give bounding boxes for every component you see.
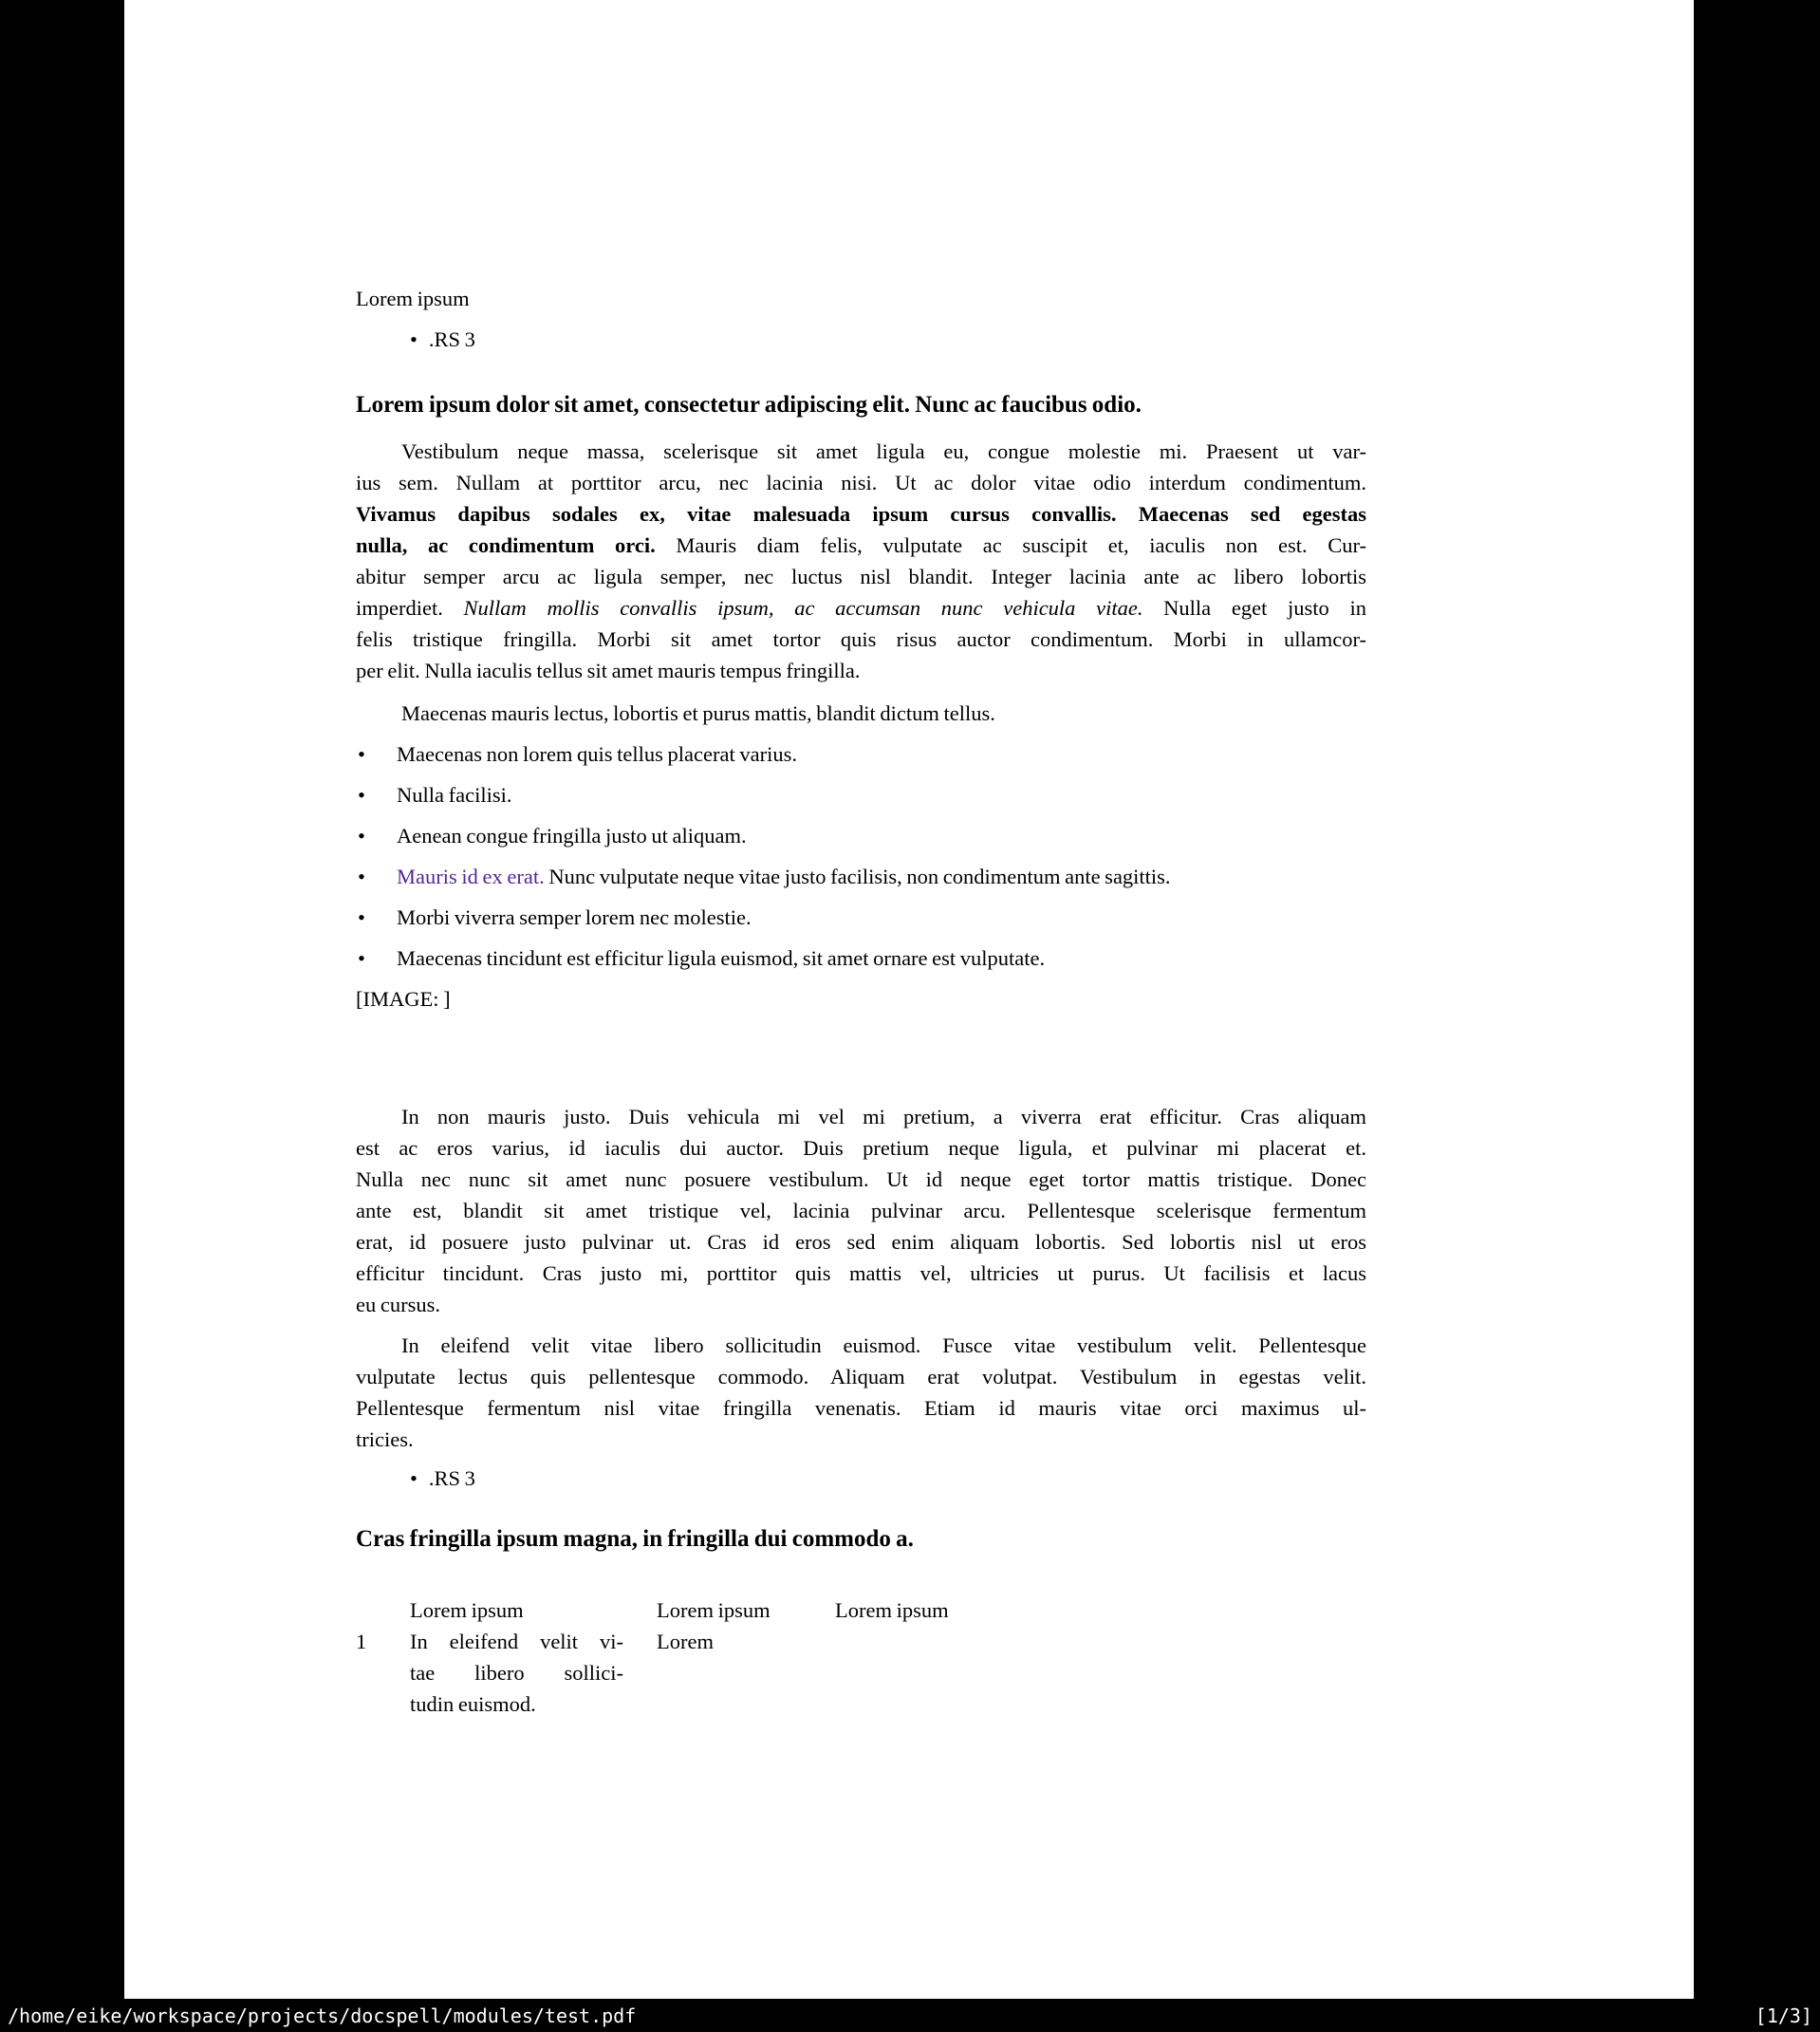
data-table	[356, 1594, 1366, 1720]
text-line: In eleifend velit vitae libero sollicitudin euismod. Fusce vitae vestibulum velit. Pellentesque	[401, 1333, 1366, 1357]
image-placeholder: [IMAGE: ]	[356, 987, 451, 1011]
statusbar-page-indicator: [1/3]	[1755, 2004, 1812, 2027]
paragraph-4	[356, 1330, 1366, 1455]
paragraph-2	[356, 698, 1366, 729]
statusbar-filepath: /home/eike/workspace/projects/docspell/modules/test.pdf	[8, 2004, 637, 2027]
table-header-col2: Lorem ipsum	[657, 1598, 771, 1622]
list-item: • Maecenas non lorem quis tellus placerat varius.	[356, 738, 1366, 770]
table-row	[356, 1626, 1366, 1720]
pdf-page	[124, 0, 1694, 1999]
section-heading-2: Cras fringilla ipsum magna, in fringilla dui commodo a.	[356, 1526, 914, 1552]
list-item: • Mauris id ex erat. Nunc vulputate neque vitae justo facilisis, non condimentum ante sagittis.	[356, 861, 1366, 892]
text-line: tricies.	[356, 1427, 414, 1451]
text-line: Maecenas mauris lectus, lobortis et purus mattis, blandit dictum tellus.	[401, 701, 995, 725]
paragraph-3	[356, 1101, 1366, 1320]
rs-bullet-item-2	[356, 1463, 1366, 1494]
list-item: • Aenean congue fringilla justo ut aliquam.	[356, 820, 1366, 851]
text-line: imperdiet. Nullam mollis convallis ipsum, ac accumsan nunc vehicula vitae. Nulla eget justo in	[356, 596, 1366, 620]
rs-bullet-text: .RS 3	[428, 327, 475, 351]
text-line: vulputate lectus quis pellentesque commodo. Aliquam erat volutpat. Vestibulum in egestas velit.	[356, 1365, 1366, 1389]
rs-bullet-text: .RS 3	[428, 1466, 475, 1490]
text-line: Vestibulum neque massa, scelerisque sit amet ligula eu, congue molestie mi. Praesent ut var-	[401, 439, 1366, 463]
text-line: Pellentesque fermentum nisl vitae fringilla venenatis. Etiam id mauris vitae orci maximus ul-	[356, 1396, 1366, 1420]
page-content	[124, 0, 1694, 1720]
text-line: ius sem. Nullam at porttitor arcu, nec lacinia nisi. Ut ac dolor vitae odio interdum condimentum.	[356, 471, 1366, 494]
text-line: efficitur tincidunt. Cras justo mi, porttitor quis mattis vel, ultricies ut purus. Ut facilisis et lacus	[356, 1261, 1366, 1285]
statusbar	[0, 1999, 1820, 2032]
text-line: ante est, blandit sit amet tristique vel, lacinia pulvinar arcu. Pellentesque scelerisque fermentum	[356, 1199, 1366, 1222]
text-line: tudin euismod.	[410, 1692, 536, 1716]
table-cell-1	[410, 1626, 623, 1720]
text-line: In non mauris justo. Duis vehicula mi vel mi pretium, a viverra erat efficitur. Cras aliquam	[401, 1105, 1366, 1128]
text-line: est ac eros varius, id iaculis dui auctor. Duis pretium neque ligula, et pulvinar mi placerat et.	[356, 1136, 1366, 1160]
section-heading-1: Lorem ipsum dolor sit amet, consectetur adipiscing elit. Nunc ac faucibus odio.	[356, 392, 1142, 418]
bullet-icon: •	[410, 327, 418, 351]
text-line: abitur semper arcu ac ligula semper, nec luctus nisl blandit. Integer lacinia ante ac libero lobortis	[356, 565, 1366, 588]
text-link[interactable]: Mauris id ex erat.	[397, 865, 545, 888]
table-header-row	[356, 1594, 1366, 1626]
text-line: eu cursus.	[356, 1293, 440, 1316]
rs-bullet-item-1	[356, 324, 1366, 355]
bullet-list	[356, 738, 1366, 974]
intro-label: Lorem ipsum	[356, 287, 470, 310]
text-line: nulla, ac condimentum orci. Mauris diam felis, vulputate ac suscipit et, iaculis non est. Cur-	[356, 533, 1367, 557]
table-row-number: 1	[356, 1630, 367, 1653]
text-line: felis tristique fringilla. Morbi sit amet tortor quis risus auctor condimentum. Morbi in ullamcor-	[356, 627, 1366, 651]
table-header-col1: Lorem ipsum	[410, 1598, 524, 1622]
list-item: • Maecenas tincidunt est efficitur ligula euismod, sit amet ornare est vulputate.	[356, 942, 1366, 974]
list-item: • Nulla facilisi.	[356, 779, 1366, 811]
table-cell-2: Lorem	[657, 1630, 714, 1653]
text-line: erat, id posuere justo pulvinar ut. Cras id eros sed enim aliquam lobortis. Sed lobortis nisl ut eros	[356, 1230, 1366, 1254]
paragraph-1	[356, 436, 1366, 686]
table-header-col3: Lorem ipsum	[835, 1598, 949, 1622]
text-line: Nulla nec nunc sit amet nunc posuere vestibulum. Ut id neque eget tortor mattis tristique. Donec	[356, 1167, 1366, 1191]
text-line: per elit. Nulla iaculis tellus sit amet mauris tempus fringilla.	[356, 659, 861, 682]
list-item: • Morbi viverra semper lorem nec molestie.	[356, 902, 1366, 933]
text-line: tae libero sollici-	[410, 1661, 623, 1685]
text-line: In eleifend velit vi-	[410, 1630, 623, 1653]
bullet-icon: •	[410, 1466, 418, 1490]
text-line: Vivamus dapibus sodales ex, vitae malesuada ipsum cursus convallis. Maecenas sed egestas	[356, 502, 1366, 526]
